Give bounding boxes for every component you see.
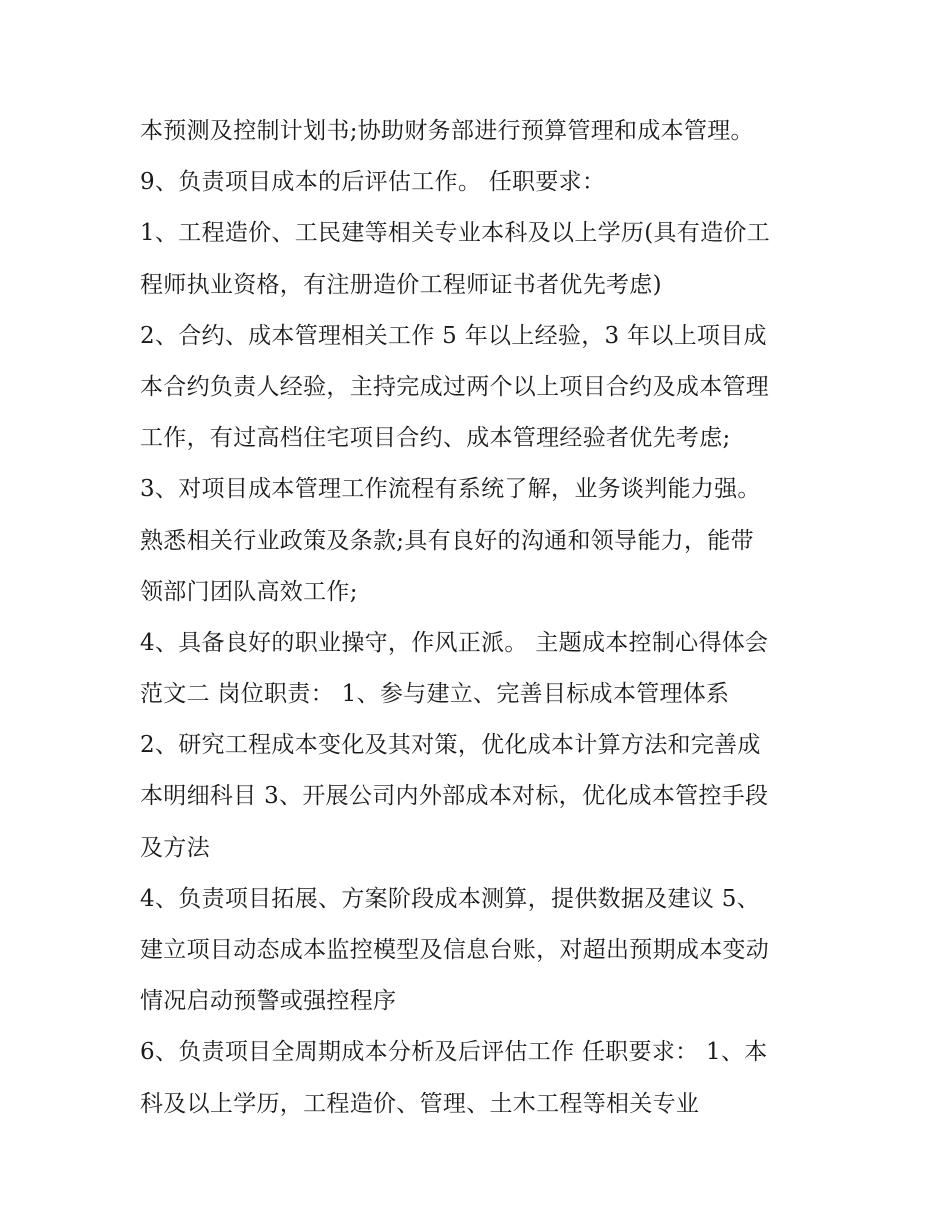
text-line: 4、具备良好的职业操守，作风正派。 主题成本控制心得体会	[140, 629, 769, 656]
text-line: 及方法	[140, 834, 210, 861]
text-line: 2、研究工程成本变化及其对策，优化成本计算方法和完善成	[140, 732, 761, 759]
text-line: 熟悉相关行业政策及条款;具有良好的沟通和领导能力，能带	[140, 527, 754, 554]
text-line: 范文二 岗位职责： 1、参与建立、完善目标成本管理体系	[140, 681, 730, 708]
text-line: 4、负责项目拓展、方案阶段成本测算，提供数据及建议 5、	[140, 885, 760, 912]
text-line: 3、对项目成本管理工作流程有系统了解，业务谈判能力强。	[140, 476, 761, 503]
text-line: 1、工程造价、工民建等相关专业本科及以上学历(具有造价工	[140, 220, 771, 247]
text-line: 2、合约、成本管理相关工作 5 年以上经验，3 年以上项目成	[140, 322, 767, 349]
text-line: 领部门团队高效工作;	[140, 578, 358, 605]
text-line: 程师执业资格，有注册造价工程师证书者优先考虑)	[140, 271, 662, 298]
text-line: 建立项目动态成本监控模型及信息台账，对超出预期成本变动	[140, 937, 770, 963]
text-line: 工作，有过高档住宅项目合约、成本管理经验者优先考虑;	[140, 425, 731, 452]
text-line: 科及以上学历，工程造价、管理、土木工程等相关专业	[140, 1090, 700, 1117]
text-line: 9、负责项目成本的后评估工作。 任职要求：	[140, 169, 606, 196]
text-line: 6、负责项目全周期成本分析及后评估工作 任职要求： 1、本	[140, 1039, 768, 1066]
text-line: 情况启动预警或强控程序	[140, 988, 397, 1015]
text-line: 本预测及控制计划书;协助财务部进行预算管理和成本管理。	[140, 118, 754, 144]
text-line: 本明细科目 3、开展公司内外部成本对标，优化成本管控手段	[140, 783, 769, 810]
text-line: 本合约负责人经验，主持完成过两个以上项目合约及成本管理	[140, 373, 770, 400]
document-text-body	[140, 106, 830, 1130]
